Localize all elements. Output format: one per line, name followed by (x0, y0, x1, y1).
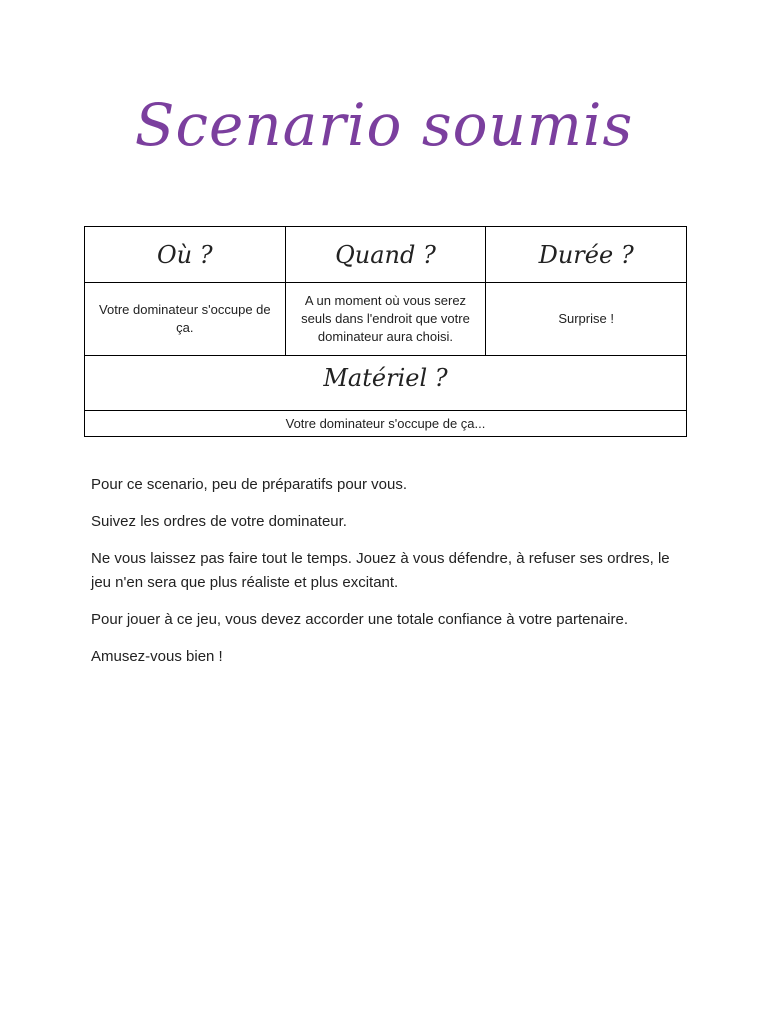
header-ou: Où ? (85, 227, 286, 283)
table-row (85, 283, 687, 356)
materiel-header-row (85, 356, 687, 411)
paragraph: Pour ce scenario, peu de préparatifs pour vous. (91, 476, 408, 493)
page-title: Scenario soumis (134, 91, 634, 159)
header-quand: Quand ? (285, 227, 486, 283)
paragraph: Ne vous laissez pas faire tout le temps. Jouez à vous défendre, à refuser ses ordres, le jeu n'en sera que plus réaliste et plus excitant. (91, 550, 670, 591)
cell-duree: Surprise ! (486, 283, 687, 356)
header-duree: Durée ? (486, 227, 687, 283)
cell-quand: A un moment où vous serez seuls dans l'endroit que votre dominateur aura choisi. (285, 283, 486, 356)
paragraph: Suivez les ordres de votre dominateur. (91, 513, 347, 530)
materiel-row (85, 411, 687, 437)
paragraph: Amusez-vous bien ! (91, 648, 223, 665)
cell-materiel: Votre dominateur s'occupe de ça... (85, 411, 687, 437)
cell-ou: Votre dominateur s'occupe de ça. (85, 283, 286, 356)
paragraph: Pour jouer à ce jeu, vous devez accorder une totale confiance à votre partenaire. (91, 611, 628, 628)
table-header-row (85, 227, 687, 283)
scenario-table (84, 226, 687, 437)
header-materiel: Matériel ? (85, 356, 687, 411)
body-text (91, 473, 691, 682)
